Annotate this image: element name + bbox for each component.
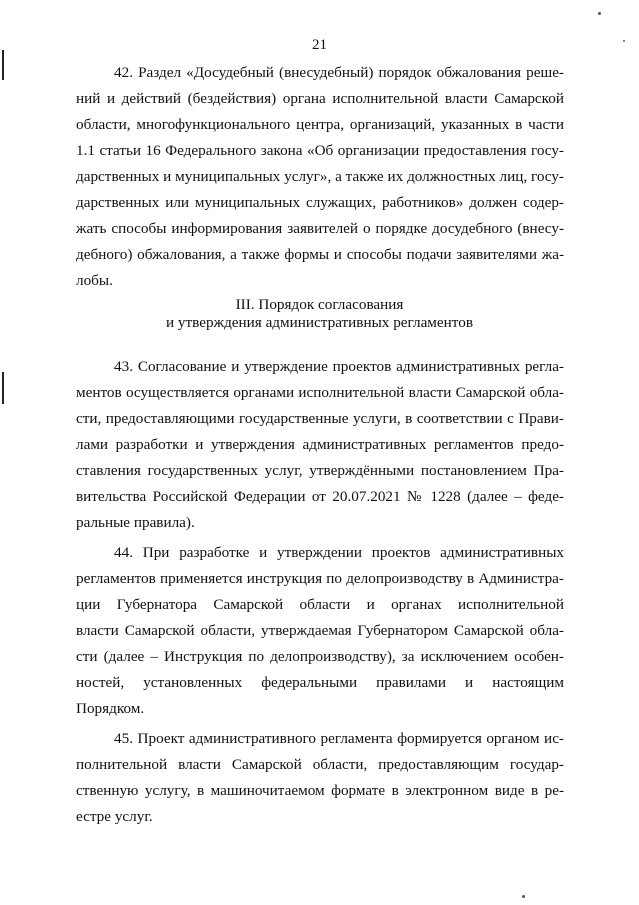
text-line: власти Самарской области, утверждаемая Губернатором Самарской обла- [76,622,564,639]
text-line: ции Губернатора Самарской области и органах исполнительной [76,596,564,613]
text-line: 1.1 статьи 16 Федерального закона «Об организации предоставления госу- [76,142,564,159]
scan-speck [522,895,525,898]
text-line: 44. При разработке и утверждении проектов административных [114,544,564,561]
text-line: Порядком. [76,700,145,717]
text-line: ментов осуществляется органами исполнительной власти Самарской обла- [76,384,564,401]
text-line: регламентов применяется инструкция по делопроизводству в Администра- [76,570,564,587]
text-line: 42. Раздел «Досудебный (внесудебный) порядок обжалования реше- [114,64,564,81]
text-line: дебного) обжалования, а также формы и способы подачи заявителями жа- [76,246,564,263]
text-line: полнительной власти Самарской области, предоставляющим государ- [76,756,564,773]
text-line: области, многофункционального центра, организаций, указанных в части [76,116,564,133]
text-line: вительства Российской Федерации от 20.07.2021 № 1228 (далее – феде- [76,488,564,505]
text-line: ностей, установленных федеральными правилами и настоящим [76,674,564,691]
text-line: 43. Согласование и утверждение проектов административных регла- [114,358,564,375]
scan-edge-mark [2,50,4,80]
scan-speck [598,12,601,15]
text-line: жать способы информирования заявителей о порядке досудебного (внесу- [76,220,564,237]
text-line: дарственных или муниципальных служащих, работников» должен содер- [76,194,564,211]
text-line: ний и действий (бездействия) органа исполнительной власти Самарской [76,90,564,107]
scan-edge-mark [2,372,4,404]
text-line: ральные правила). [76,514,195,531]
scan-speck [623,40,625,42]
section-heading-line: и утверждения административных регламентов [166,314,473,331]
text-line: ставления государственных услуг, утверждёнными постановлением Пра- [76,462,564,479]
text-line: 45. Проект административного регламента формируется органом ис- [114,730,564,747]
section-heading-line: III. Порядок согласования [235,296,404,313]
text-line: ственную услугу, в машиночитаемом формате в электронном виде в ре- [76,782,564,799]
page-number: 21 [312,37,327,53]
text-line: лобы. [76,272,113,289]
text-line: дарственных и муниципальных услуг», а также их должностных лиц, госу- [76,168,564,185]
text-line: естре услуг. [76,808,153,825]
text-line: лами разработки и утверждения административных регламентов предо- [76,436,564,453]
text-line: сти, предоставляющими государственные услуги, в соответствии с Прави- [76,410,564,427]
text-line: сти (далее – Инструкция по делопроизводству), за исключением особен- [76,648,564,665]
